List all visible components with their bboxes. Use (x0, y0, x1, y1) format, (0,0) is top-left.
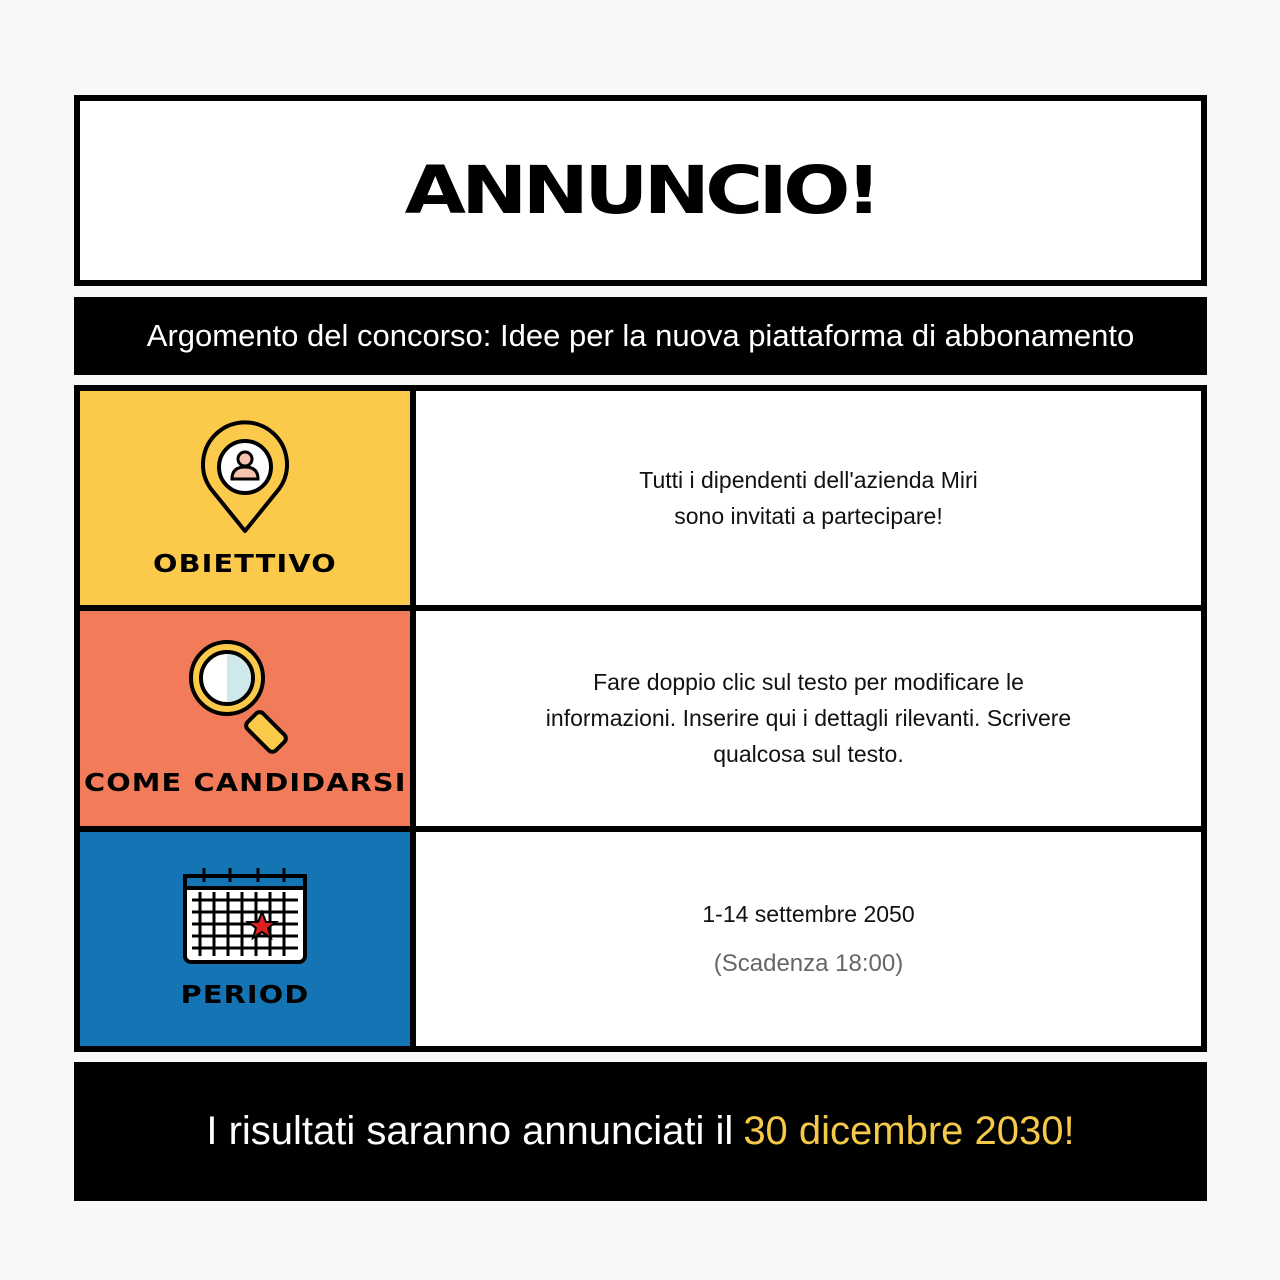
apply-label-cell (80, 611, 410, 825)
text-line: sono invitati a partecipare! (674, 503, 943, 530)
page-title: ANNUNCIO! (404, 152, 877, 229)
period-deadline: (Scadenza 18:00) (713, 949, 904, 977)
objective-label-cell (80, 391, 410, 605)
period-label-cell (80, 832, 410, 1046)
period-text (416, 832, 1201, 1046)
footer-date: 30 dicembre 2030! (743, 1109, 1075, 1153)
subtitle: Argomento del concorso: Idee per la nuova piattaforma di abbonamento (146, 318, 1135, 353)
period-label: PERIOD (180, 980, 310, 1010)
subtitle-bar (74, 297, 1207, 375)
objective-label: OBIETTIVO (153, 548, 337, 578)
text-line: informazioni. Inserire qui i dettagli rilevanti. Scrivere (545, 705, 1072, 732)
text-line: Fare doppio clic sul testo per modificare le (593, 669, 1024, 696)
period-date: 1-14 settembre 2050 (702, 900, 915, 927)
objective-text (416, 391, 1201, 605)
text-line: Tutti i dipendenti dell'azienda Miri (639, 467, 978, 494)
apply-label: COME CANDIDARSI (83, 767, 407, 797)
location-pin-person-icon (199, 419, 291, 535)
footer-text: I risultati saranno annunciati il (206, 1109, 734, 1153)
apply-text (416, 611, 1201, 825)
info-table (74, 385, 1207, 1052)
title-box (74, 95, 1207, 286)
footer-bar (74, 1062, 1207, 1201)
calendar-icon (182, 868, 308, 966)
magnifying-glass-icon (187, 640, 303, 754)
text-line: qualcosa sul testo. (713, 741, 904, 768)
